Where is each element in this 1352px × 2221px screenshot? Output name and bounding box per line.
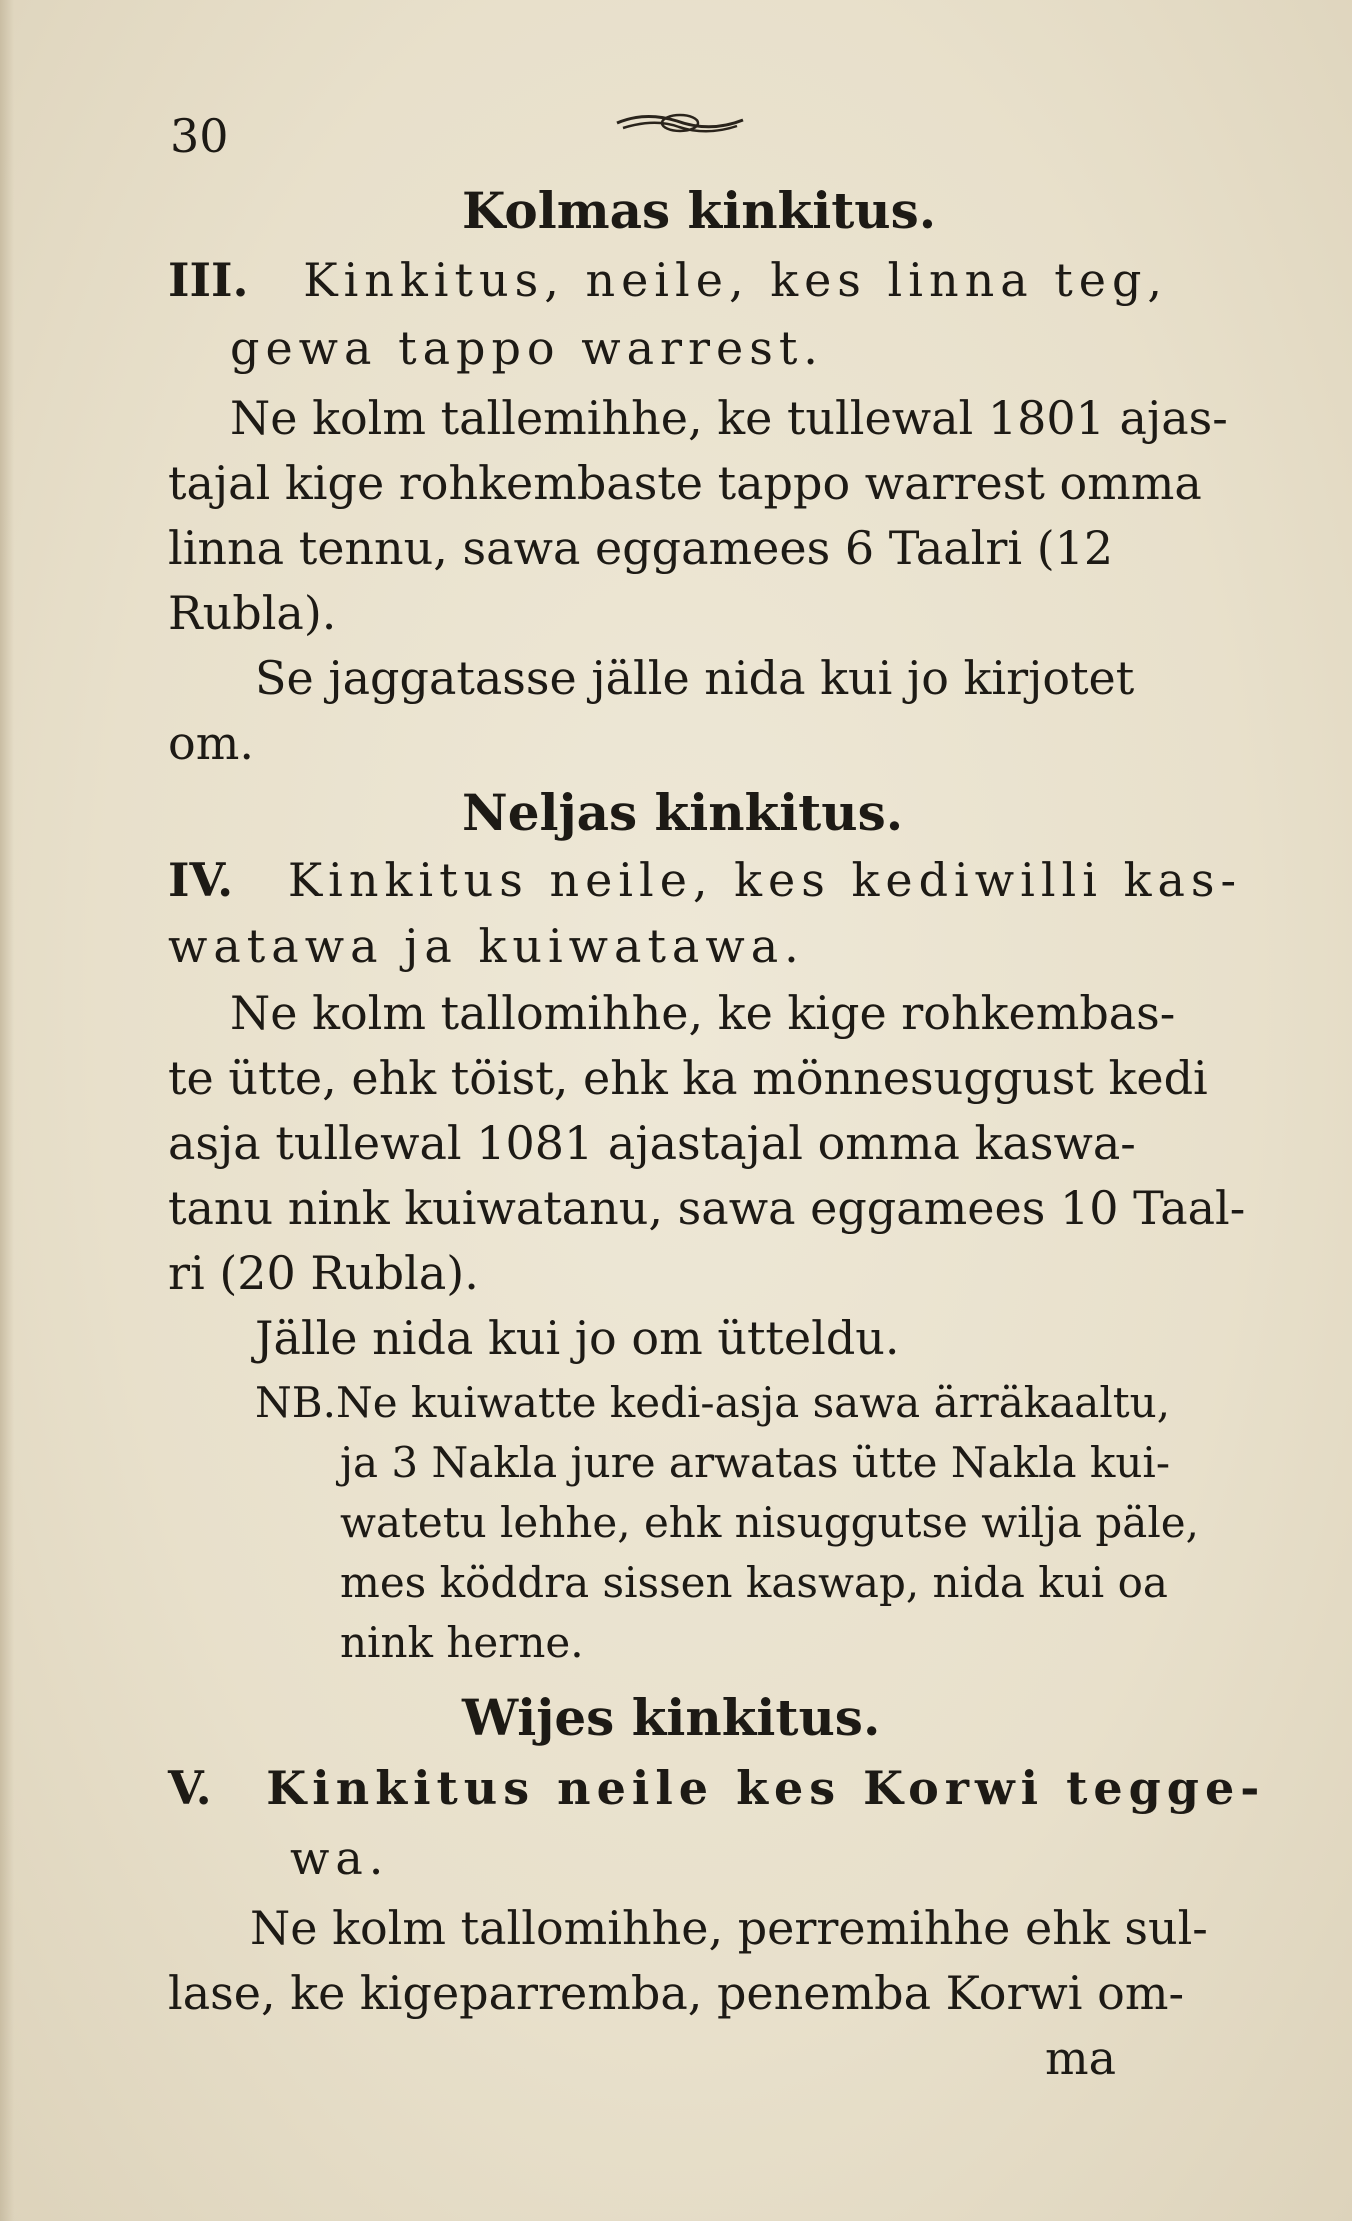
body-line: Ne kolm tallomihhe, perremihhe ehk sul- bbox=[250, 1901, 1208, 1955]
section-caption-iii bbox=[168, 252, 1168, 308]
section-numeral: III. bbox=[168, 253, 249, 307]
header-ornament bbox=[615, 108, 745, 138]
body-line: Jälle nida kui jo om ütteldu. bbox=[255, 1311, 900, 1365]
catchword: ma bbox=[1045, 2031, 1117, 2085]
body-line: Se jaggatasse jälle nida kui jo kirjotet bbox=[255, 651, 1135, 705]
section-numeral: V. bbox=[168, 1761, 212, 1815]
note-line: nink herne. bbox=[340, 1618, 584, 1667]
section-numeral: IV. bbox=[168, 853, 234, 907]
body-line: Rubla). bbox=[168, 586, 337, 640]
body-line: om. bbox=[168, 716, 254, 770]
body-line: lase, ke kigeparremba, penemba Korwi om- bbox=[168, 1966, 1184, 2020]
section-heading-kolmas: Kolmas kinkitus. bbox=[462, 181, 937, 240]
caption-text: wa. bbox=[290, 1831, 390, 1885]
body-line: ri (20 Rubla). bbox=[168, 1246, 479, 1300]
section-heading-neljas: Neljas kinkitus. bbox=[462, 783, 904, 842]
section-caption-v bbox=[168, 1760, 1265, 1816]
note-line: mes köddra sissen kaswap, nida kui oa bbox=[340, 1558, 1168, 1607]
body-line: te ütte, ehk töist, ehk ka mönnesuggust kedi bbox=[168, 1051, 1208, 1105]
caption-text: Kinkitus, neile, kes linna teg, bbox=[303, 253, 1169, 307]
note-line: watetu lehhe, ehk nisuggutse wilja päle, bbox=[340, 1498, 1199, 1547]
caption-text: Kinkitus neile, kes kediwilli kas- bbox=[287, 853, 1243, 907]
body-line: tajal kige rohkembaste tappo warrest omma bbox=[168, 456, 1202, 510]
section-caption-iv bbox=[168, 852, 1242, 908]
caption-text: watawa ja kuiwatawa. bbox=[168, 919, 805, 973]
caption-text: Kinkitus neile kes Korwi tegge- bbox=[266, 1761, 1266, 1815]
page-number: 30 bbox=[170, 109, 229, 163]
body-line: Ne kolm tallemihhe, ke tullewal 1801 ajas- bbox=[230, 391, 1228, 445]
note-line: ja 3 Nakla jure arwatas ütte Nakla kui- bbox=[340, 1438, 1171, 1487]
caption-text: gewa tappo warrest. bbox=[230, 321, 824, 375]
body-line: tanu nink kuiwatanu, sawa eggamees 10 Taal- bbox=[168, 1181, 1246, 1235]
body-line: asja tullewal 1081 ajastajal omma kaswa- bbox=[168, 1116, 1136, 1170]
body-line: linna tennu, sawa eggamees 6 Taalri (12 bbox=[168, 521, 1114, 575]
body-line: Ne kolm tallomihhe, ke kige rohkembas- bbox=[230, 986, 1176, 1040]
note-line: NB.Ne kuiwatte kedi-asja sawa ärräkaaltu, bbox=[255, 1378, 1171, 1427]
section-heading-wijes: Wijes kinkitus. bbox=[462, 1688, 881, 1747]
